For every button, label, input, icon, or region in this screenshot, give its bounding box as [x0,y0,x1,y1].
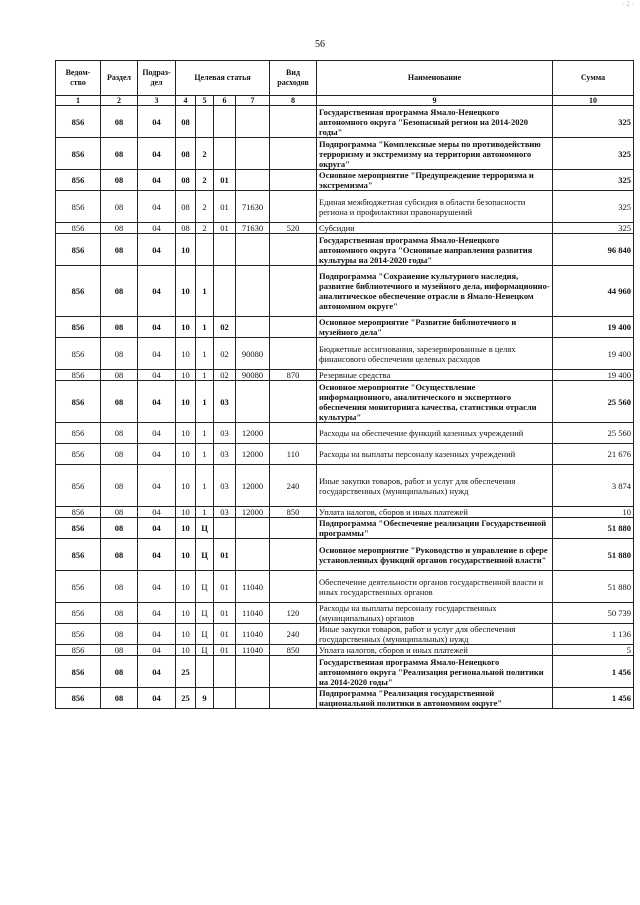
section-cell: 08 [101,688,138,709]
sum-cell: 5 [553,645,634,656]
subprogram-code-cell: 2 [196,223,214,234]
page-number: 56 [315,39,325,50]
expense-type-cell: 110 [270,444,317,465]
subsection-cell: 04 [138,234,176,266]
subprogram-code-cell: 1 [196,381,214,423]
table-row [56,656,634,688]
name-cell: Бюджетные ассигнования, зарезервированные в целях финансового обеспечения целевых расходов [317,338,553,370]
column-number: 7 [236,96,270,106]
section-cell: 08 [101,571,138,603]
subsection-cell: 04 [138,370,176,381]
direction-code-cell [236,317,270,338]
program-code-cell: 10 [176,266,196,317]
table-row [56,423,634,444]
subsection-cell: 04 [138,191,176,223]
sum-cell: 44 960 [553,266,634,317]
section-cell: 08 [101,645,138,656]
budget-table [55,60,634,709]
section-cell: 08 [101,234,138,266]
section-cell: 08 [101,170,138,191]
name-cell: Подпрограмма "Реализация государственной национальной политики в автономном округе" [317,688,553,709]
expense-type-cell: 850 [270,645,317,656]
column-number: 4 [176,96,196,106]
expense-type-cell [270,539,317,571]
expense-type-cell [270,191,317,223]
expense-type-cell: 870 [270,370,317,381]
program-code-cell: 10 [176,444,196,465]
department-cell: 856 [56,106,101,138]
table-row [56,688,634,709]
department-cell: 856 [56,518,101,539]
subprogram-code-cell: 1 [196,338,214,370]
subsection-cell: 04 [138,571,176,603]
department-cell: 856 [56,191,101,223]
program-code-cell: 10 [176,423,196,444]
direction-code-cell: 90080 [236,338,270,370]
subprogram-code-cell [196,234,214,266]
subsection-cell: 04 [138,465,176,507]
event-code-cell: 01 [214,539,236,571]
event-code-cell: 02 [214,317,236,338]
expense-type-cell: 850 [270,507,317,518]
column-number: 10 [553,96,634,106]
department-cell: 856 [56,170,101,191]
table-row [56,571,634,603]
sum-cell: 325 [553,191,634,223]
event-code-cell: 01 [214,645,236,656]
subprogram-code-cell: 2 [196,191,214,223]
event-code-cell: 03 [214,465,236,507]
section-cell: 08 [101,317,138,338]
section-cell: 08 [101,444,138,465]
subprogram-code-cell: 9 [196,688,214,709]
name-cell: Иные закупки товаров, работ и услуг для обеспечения государственных (муниципальных) нужд [317,624,553,645]
header-target-article: Целевая статья [176,61,270,96]
department-cell: 856 [56,645,101,656]
sum-cell: 96 840 [553,234,634,266]
department-cell: 856 [56,507,101,518]
name-cell: Подпрограмма "Комплексные меры по противодействию терроризму и экстремизму на территории автономного округа" [317,138,553,170]
column-number-row [56,96,634,106]
direction-code-cell: 12000 [236,507,270,518]
name-cell: Расходы на выплаты персоналу казенных учреждений [317,444,553,465]
expense-type-cell [270,423,317,444]
name-cell: Уплата налогов, сборов и иных платежей [317,507,553,518]
subsection-cell: 04 [138,539,176,571]
program-code-cell: 25 [176,656,196,688]
section-cell: 08 [101,191,138,223]
department-cell: 856 [56,381,101,423]
header-expense-type: Вид расходов [270,61,317,96]
column-number: 3 [138,96,176,106]
expense-type-cell [270,170,317,191]
department-cell: 856 [56,539,101,571]
subprogram-code-cell: 1 [196,444,214,465]
direction-code-cell [236,656,270,688]
sum-cell: 10 [553,507,634,518]
table-row [56,624,634,645]
direction-code-cell [236,138,270,170]
subsection-cell: 04 [138,106,176,138]
program-code-cell: 10 [176,338,196,370]
subprogram-code-cell: 1 [196,465,214,507]
column-number: 8 [270,96,317,106]
event-code-cell: 01 [214,624,236,645]
department-cell: 856 [56,571,101,603]
subprogram-code-cell: 1 [196,317,214,338]
subprogram-code-cell: 1 [196,370,214,381]
table-row [56,507,634,518]
department-cell: 856 [56,338,101,370]
expense-type-cell [270,688,317,709]
direction-code-cell: 71630 [236,223,270,234]
department-cell: 856 [56,223,101,234]
section-cell: 08 [101,518,138,539]
column-number: 5 [196,96,214,106]
sum-cell: 325 [553,170,634,191]
section-cell: 08 [101,656,138,688]
sum-cell: 1 456 [553,688,634,709]
department-cell: 856 [56,266,101,317]
department-cell: 856 [56,465,101,507]
subsection-cell: 04 [138,138,176,170]
name-cell: Расходы на выплаты персоналу государственных (муниципальных) органов [317,603,553,624]
department-cell: 856 [56,603,101,624]
header-department: Ведом-ство [56,61,101,96]
program-code-cell: 10 [176,317,196,338]
header-subsection: Подраз-дел [138,61,176,96]
column-number: 1 [56,96,101,106]
name-cell: Иные закупки товаров, работ и услуг для обеспечения государственных (муниципальных) нужд [317,465,553,507]
column-number: 9 [317,96,553,106]
direction-code-cell: 11040 [236,603,270,624]
subsection-cell: 04 [138,507,176,518]
program-code-cell: 10 [176,603,196,624]
name-cell: Государственная программа Ямало-Ненецкого автономного округа "Безопасный регион на 2014-2020 годы" [317,106,553,138]
event-code-cell: 01 [214,223,236,234]
expense-type-cell: 240 [270,624,317,645]
table-row [56,465,634,507]
department-cell: 856 [56,370,101,381]
subsection-cell: 04 [138,170,176,191]
event-code-cell: 02 [214,370,236,381]
event-code-cell [214,138,236,170]
expense-type-cell [270,106,317,138]
event-code-cell: 03 [214,444,236,465]
event-code-cell [214,106,236,138]
sum-cell: 25 560 [553,381,634,423]
table-row [56,539,634,571]
expense-type-cell [270,571,317,603]
header-sum: Сумма [553,61,634,96]
sum-cell: 325 [553,223,634,234]
sum-cell: 19 400 [553,370,634,381]
name-cell: Субсидии [317,223,553,234]
subprogram-code-cell: Ц [196,539,214,571]
table-body [56,106,634,709]
name-cell: Основное мероприятие "Осуществление информационного, аналитического и экспертного обеспечения мониторинга качества, статистики отрасли культуры" [317,381,553,423]
header-name: Наименование [317,61,553,96]
name-cell: Основное мероприятие "Руководство и управление в сфере установленных функций органов государственной власти" [317,539,553,571]
event-code-cell [214,688,236,709]
direction-code-cell [236,539,270,571]
direction-code-cell [236,688,270,709]
subprogram-code-cell: 2 [196,170,214,191]
subprogram-code-cell: 1 [196,507,214,518]
section-cell: 08 [101,106,138,138]
subprogram-code-cell: Ц [196,571,214,603]
department-cell: 856 [56,444,101,465]
name-cell: Уплата налогов, сборов и иных платежей [317,645,553,656]
subsection-cell: 04 [138,338,176,370]
name-cell: Подпрограмма "Обеспечение реализации Государственной программы" [317,518,553,539]
column-number: 6 [214,96,236,106]
event-code-cell [214,518,236,539]
subsection-cell: 04 [138,266,176,317]
section-cell: 08 [101,603,138,624]
sum-cell: 1 456 [553,656,634,688]
table-row [56,138,634,170]
table-row [56,266,634,317]
expense-type-cell [270,656,317,688]
program-code-cell: 10 [176,234,196,266]
table-row [56,317,634,338]
subsection-cell: 04 [138,645,176,656]
direction-code-cell: 90080 [236,370,270,381]
subsection-cell: 04 [138,656,176,688]
program-code-cell: 08 [176,138,196,170]
table-row [56,370,634,381]
program-code-cell: 08 [176,191,196,223]
table-row [56,603,634,624]
name-cell: Резервные средства [317,370,553,381]
name-cell: Основное мероприятие "Предупреждение терроризма и экстремизма" [317,170,553,191]
subsection-cell: 04 [138,381,176,423]
program-code-cell: 10 [176,645,196,656]
sum-cell: 325 [553,106,634,138]
direction-code-cell [236,518,270,539]
expense-type-cell [270,338,317,370]
program-code-cell: 10 [176,518,196,539]
direction-code-cell: 11040 [236,571,270,603]
subsection-cell: 04 [138,603,176,624]
direction-code-cell [236,170,270,191]
direction-code-cell [236,266,270,317]
direction-code-cell: 11040 [236,624,270,645]
event-code-cell: 02 [214,338,236,370]
table-row [56,381,634,423]
section-cell: 08 [101,266,138,317]
department-cell: 856 [56,423,101,444]
expense-type-cell [270,518,317,539]
sum-cell: 3 874 [553,465,634,507]
event-code-cell [214,266,236,317]
subprogram-code-cell: Ц [196,645,214,656]
expense-type-cell: 120 [270,603,317,624]
program-code-cell: 10 [176,539,196,571]
subsection-cell: 04 [138,317,176,338]
section-cell: 08 [101,624,138,645]
sum-cell: 1 136 [553,624,634,645]
subprogram-code-cell [196,106,214,138]
department-cell: 856 [56,317,101,338]
expense-type-cell [270,266,317,317]
table-header-row [56,61,634,96]
name-cell: Расходы на обеспечение функций казенных учреждений [317,423,553,444]
sum-cell: 51 880 [553,539,634,571]
section-cell: 08 [101,423,138,444]
direction-code-cell [236,234,270,266]
direction-code-cell: 12000 [236,444,270,465]
program-code-cell: 25 [176,688,196,709]
direction-code-cell [236,106,270,138]
program-code-cell: 10 [176,465,196,507]
expense-type-cell: 520 [270,223,317,234]
program-code-cell: 10 [176,624,196,645]
name-cell: Государственная программа Ямало-Ненецкого автономного округа "Реализация региональной политики на 2014-2020 годы" [317,656,553,688]
table-row [56,106,634,138]
corner-mark: · 2 · [622,0,634,8]
event-code-cell: 01 [214,603,236,624]
program-code-cell: 10 [176,370,196,381]
name-cell: Подпрограмма "Сохранение культурного наследия, развитие библиотечного и музейного дела, информационно-аналитическое обеспечение отрасли в Ямало-Ненецком автономном округе" [317,266,553,317]
direction-code-cell: 71630 [236,191,270,223]
department-cell: 856 [56,688,101,709]
subsection-cell: 04 [138,423,176,444]
expense-type-cell [270,138,317,170]
program-code-cell: 10 [176,571,196,603]
column-number: 2 [101,96,138,106]
name-cell: Государственная программа Ямало-Ненецкого автономного округа "Основные направления развития культуры на 2014-2020 годы" [317,234,553,266]
direction-code-cell: 12000 [236,465,270,507]
table-row [56,234,634,266]
table-row [56,645,634,656]
subprogram-code-cell: Ц [196,518,214,539]
header-section: Раздел [101,61,138,96]
section-cell: 08 [101,223,138,234]
section-cell: 08 [101,507,138,518]
subsection-cell: 04 [138,624,176,645]
section-cell: 08 [101,138,138,170]
table-row [56,444,634,465]
department-cell: 856 [56,656,101,688]
event-code-cell [214,656,236,688]
sum-cell: 51 880 [553,518,634,539]
event-code-cell: 03 [214,423,236,444]
subprogram-code-cell: Ц [196,624,214,645]
direction-code-cell [236,381,270,423]
section-cell: 08 [101,338,138,370]
table-row [56,191,634,223]
table-row [56,170,634,191]
event-code-cell: 03 [214,507,236,518]
direction-code-cell: 12000 [236,423,270,444]
table-row [56,338,634,370]
expense-type-cell [270,317,317,338]
subsection-cell: 04 [138,518,176,539]
section-cell: 08 [101,465,138,507]
program-code-cell: 08 [176,223,196,234]
event-code-cell: 03 [214,381,236,423]
sum-cell: 19 400 [553,338,634,370]
table-row [56,223,634,234]
sum-cell: 19 400 [553,317,634,338]
program-code-cell: 10 [176,381,196,423]
name-cell: Единая межбюджетная субсидия в области безопасности региона и профилактики правонарушений [317,191,553,223]
event-code-cell [214,234,236,266]
event-code-cell: 01 [214,170,236,191]
subprogram-code-cell [196,656,214,688]
sum-cell: 25 560 [553,423,634,444]
subprogram-code-cell: 2 [196,138,214,170]
department-cell: 856 [56,138,101,170]
event-code-cell: 01 [214,571,236,603]
event-code-cell: 01 [214,191,236,223]
name-cell: Обеспечение деятельности органов государственной власти и иных государственных органов [317,571,553,603]
section-cell: 08 [101,370,138,381]
subprogram-code-cell: Ц [196,603,214,624]
sum-cell: 325 [553,138,634,170]
section-cell: 08 [101,539,138,571]
expense-type-cell: 240 [270,465,317,507]
program-code-cell: 10 [176,507,196,518]
table-row [56,518,634,539]
expense-type-cell [270,234,317,266]
department-cell: 856 [56,234,101,266]
direction-code-cell: 11040 [236,645,270,656]
expense-type-cell [270,381,317,423]
sum-cell: 21 676 [553,444,634,465]
program-code-cell: 08 [176,170,196,191]
sum-cell: 50 739 [553,603,634,624]
subprogram-code-cell: 1 [196,266,214,317]
subsection-cell: 04 [138,688,176,709]
name-cell: Основное мероприятие "Развитие библиотечного и музейного дела" [317,317,553,338]
department-cell: 856 [56,624,101,645]
subsection-cell: 04 [138,444,176,465]
program-code-cell: 08 [176,106,196,138]
subprogram-code-cell: 1 [196,423,214,444]
subsection-cell: 04 [138,223,176,234]
sum-cell: 51 880 [553,571,634,603]
section-cell: 08 [101,381,138,423]
